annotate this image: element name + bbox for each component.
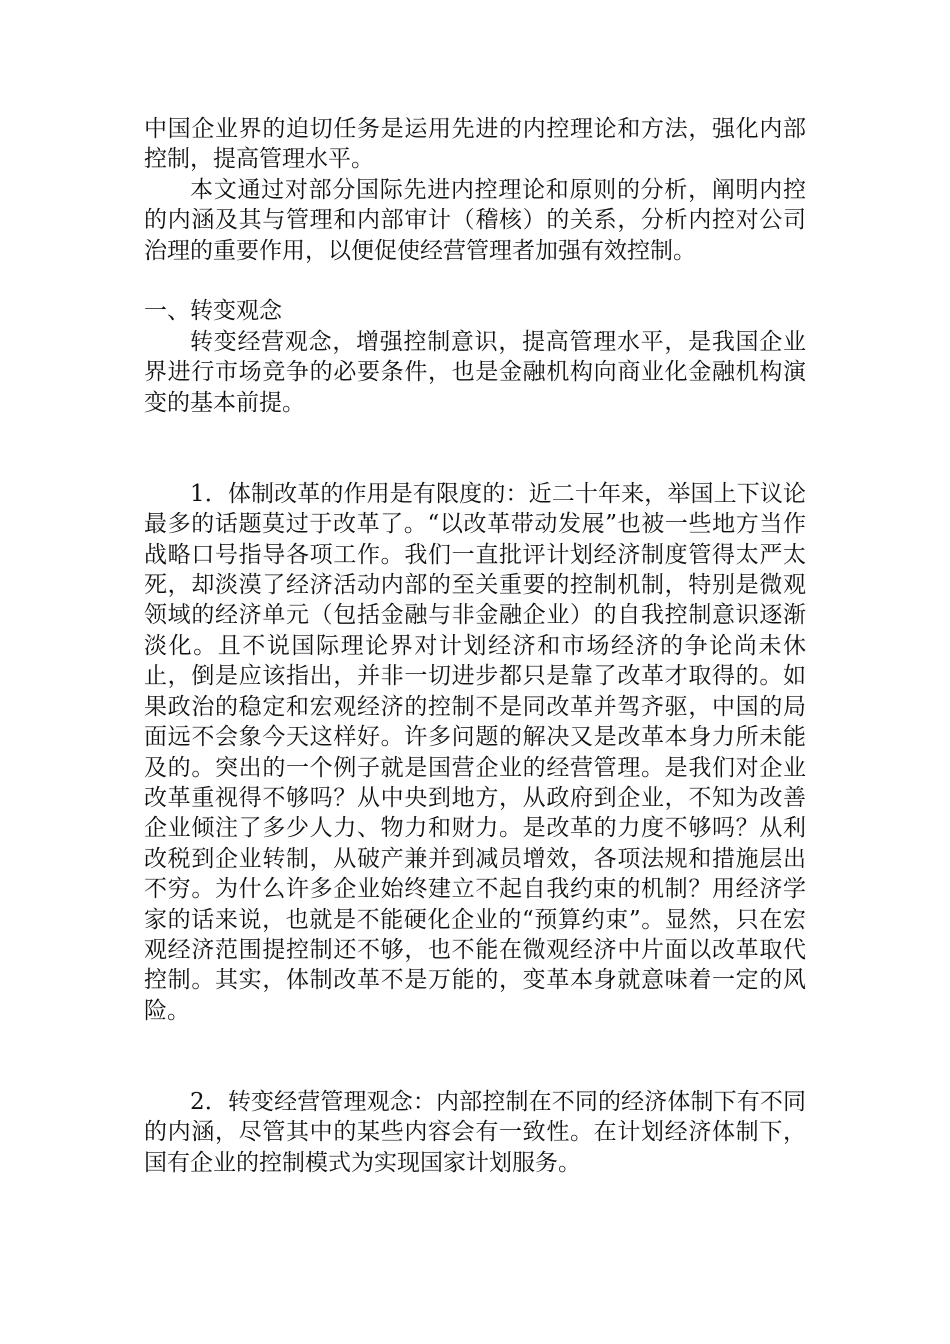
spacer — [144, 266, 806, 296]
document-page — [144, 114, 806, 1178]
spacer — [144, 418, 806, 479]
paragraph-point-1: 1．体制改革的作用是有限度的：近二十年来，举国上下议论最多的话题莫过于改革了。“以改革带动发展”也被一些地方当作战略口号指导各项工作。我们一直批评计划经济制度管得太严太死，却淡漠了经济活动内部的至关重要的控制机制，特别是微观领域的经济单元（包括金融与非金融企业）的自我控制意识逐渐淡化。且不说国际理论界对计划经济和市场经济的争论尚未休止，倒是应该指出，并非一切进步都只是靠了改革才取得的。如果政治的稳定和宏观经济的控制不是同改革并驾齐驱，中国的局面远不会象今天这样好。许多问题的解决又是改革本身力所未能及的。突出的一个例子就是国营企业的经营管理。是我们对企业改革重视得不够吗？从中央到地方，从政府到企业，不知为改善企业倾注了多少人力、物力和财力。是改革的力度不够吗？从利改税到企业转制，从破产兼并到减员增效，各项法规和措施层出不穷。为什么许多企业始终建立不起自我约束的机制？用经济学家的话来说，也就是不能硬化企业的“预算约束”。显然，只在宏观经济范围提控制还不够，也不能在微观经济中片面以改革取代控制。其实，体制改革不是万能的，变革本身就意味着一定的风险。 — [144, 480, 806, 1024]
paragraph-intro-end: 中国企业界的迫切任务是运用先进的内控理论和方法，强化内部控制，提高管理水平。 — [144, 116, 806, 173]
paragraph-point-2: 2．转变经营管理观念：内部控制在不同的经济体制下有不同的内涵，尽管其中的某些内容会有一致性。在计划经济体制下，国有企业的控制模式为实现国家计划服务。 — [144, 1088, 806, 1176]
spacer — [144, 1026, 806, 1087]
paragraph-section1-intro: 转变经营观念，增强控制意识，提高管理水平，是我国企业界进行市场竞争的必要条件，也是金融机构向商业化金融机构演变的基本前提。 — [144, 328, 806, 416]
paragraph-purpose: 本文通过对部分国际先进内控理论和原则的分析，阐明内控的内涵及其与管理和内部审计（稽核）的关系，分析内控对公司治理的重要作用，以便促使经营管理者加强有效控制。 — [144, 176, 806, 264]
section-heading-1: 一、转变观念 — [144, 298, 282, 325]
